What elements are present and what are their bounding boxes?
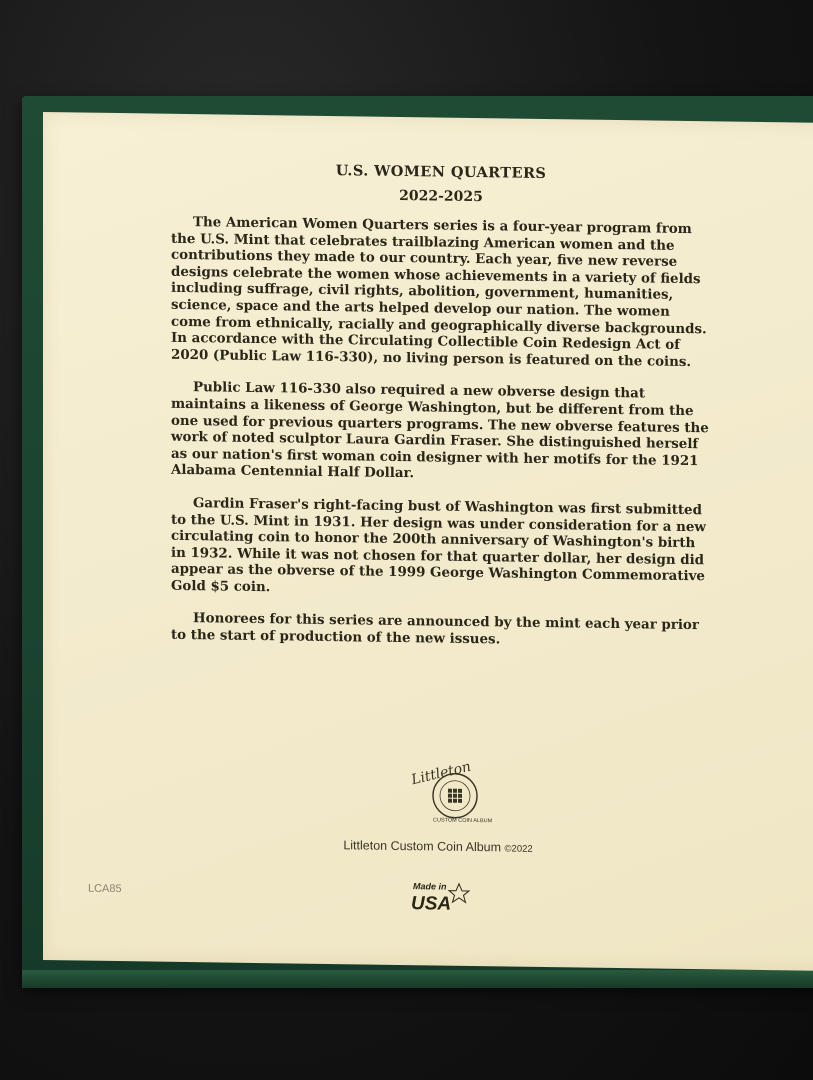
description-text-block xyxy=(171,160,711,667)
series-years: 2022-2025 xyxy=(399,187,483,206)
copyright-text: ©2022 xyxy=(504,843,533,855)
model-code: LCA85 xyxy=(88,882,122,896)
made-in-text: Made in xyxy=(413,881,447,892)
page-title: U.S. WOMEN QUARTERS xyxy=(335,162,547,183)
album-name-line xyxy=(43,834,813,859)
littleton-logo-icon xyxy=(403,755,493,826)
logo-script-text: Littleton xyxy=(409,758,473,789)
paragraph-intro: The American Women Quarters series is a four-year program from the U.S. Mint that celebrates trailblazing American women and the contributions they made to our country. Each year, five new reverse designs celebrate the women whose achievements in a variety of fields including suffrage, civil rights, abolition, government, humanities, science, space and the arts helped develop our nation. The women come from ethnically, racially and geographically diverse backgrounds. In accordance with the Circulating Collectible Coin Redesign Act of 2020 (Public Law 116-330), no living person is featured on the coins. xyxy=(171,214,707,370)
album-insert-page xyxy=(43,112,813,971)
made-in-usa-icon xyxy=(407,877,477,916)
logo-ring-text: CUSTOM COIN ALBUM xyxy=(433,817,493,825)
album-name: Littleton Custom Coin Album xyxy=(343,838,502,855)
paragraph-obverse: Public Law 116-330 also required a new obverse design that maintains a likeness of George Washington, but be different from the one used for previous quarters programs. The new obverse features the work of noted sculptor Laura Gardin Fraser. She distinguished herself as our nation's first woman coin designer with her motifs for the 1921 Alabama Centennial Half Dollar. xyxy=(171,379,709,482)
usa-text: USA xyxy=(411,893,452,915)
album-cover-edge xyxy=(22,970,813,988)
paragraph-history: Gardin Fraser's right-facing bust of Washington was first submitted to the U.S. Mint in 1931. Her design was under consideration for a new circulating coin to honor the 200th anniversary of Washington's birth in 1932. While it was not chosen for that quarter dollar, her design did appear as the obverse of the 1999 George Washington Commemorative Gold $5 coin. xyxy=(171,495,706,596)
paragraph-honorees: Honorees for this series are announced by the mint each year prior to the start of production of the new issues. xyxy=(171,610,699,648)
